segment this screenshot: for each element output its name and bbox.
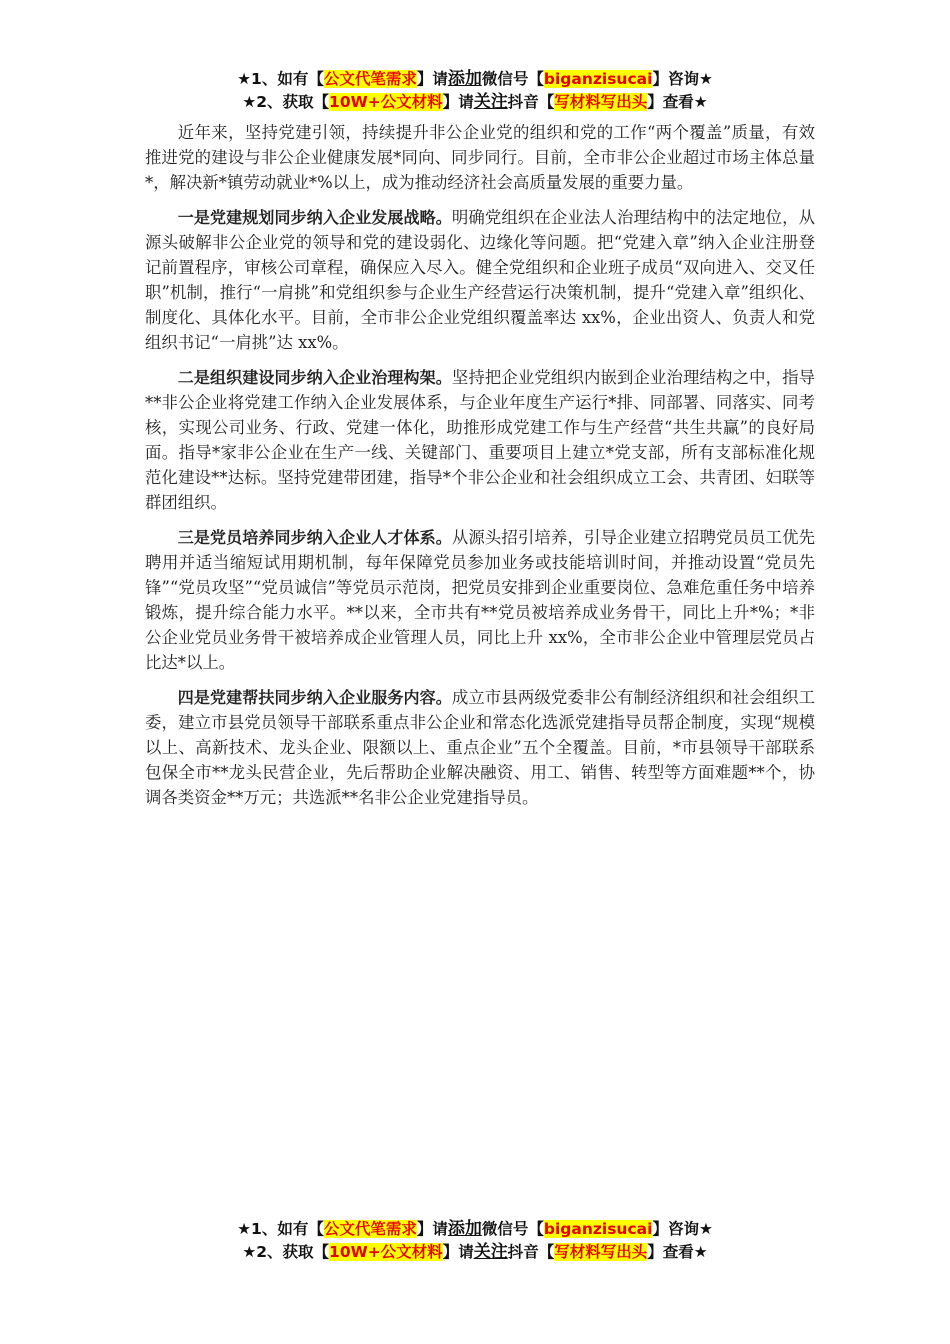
section-text: 成立市县两级党委非公有制经济组织和社会组织工委，建立市县党员领导干部联系重点非公企业和常态化选派党建指导员帮企制度，实现“规模以上、高新技术、龙头企业、限额以上、重点企业”五个全覆盖。目前，*市县领导干部联系包保全市**龙头民营企业，先后帮助企业解决融资、用工、销售、转型等方面难题**个，协调各类资金**万元；共选派**名非公企业党建指导员。 [145,688,815,807]
promo-underlined-text: 关注 [473,1242,508,1262]
section-heading: 一是党建规划同步纳入企业发展战略。 [177,208,452,227]
promo-text: 】请 [416,1220,448,1238]
section-paragraph-1 [145,205,815,355]
promo-underlined-text: 添加 [447,69,482,89]
section-paragraph-4 [145,685,815,810]
promo-highlight: 公文代笔需求 [323,70,417,88]
article-body [145,120,815,820]
promo-text: 微信号【 [481,70,544,88]
promo-text: ★2、获取【 [242,1243,330,1261]
section-text: 明确党组织在企业法人治理结构中的法定地位，从源头破解非公企业党的领导和党的建设弱化、边缘化等问题。把“党建入章”纳入企业注册登记前置程序，审核公司章程，确保应入尽入。健全党组织和企业班子成员“双向进入、交叉任职”机制，推行“一肩挑”和党组织参与企业生产经营运行决策机制，提升“党建入章”组织化、制度化、具体化水平。目前，全市非公企业党组织覆盖率达 xx%，企业出资人、负责人和党组织书记“一肩挑”达 xx%。 [145,208,815,352]
footer-promo-banner [0,1218,950,1264]
section-text: 坚持把企业党组织内嵌到企业治理结构之中，指导**非公企业将党建工作纳入企业发展体系，与企业年度生产运行*排、同部署、同落实、同考核，实现公司业务、行政、党建一体化，助推形成党建工作与生产经营“共生共赢”的良好局面。指导*家非公企业在生产一线、关键部门、重要项目上建立*党支部，所有支部标准化规范化建设**达标。坚持党建带团建，指导*个非公企业和社会组织成立工会、共青团、妇联等群团组织。 [145,368,815,512]
promo-wechat-id: biganzisucai [543,70,653,88]
promo-highlight: 10W+公文材料 [329,93,443,111]
intro-paragraph: 近年来，坚持党建引领，持续提升非公企业党的组织和党的工作“两个覆盖”质量，有效推进党的建设与非公企业健康发展*同向、同步同行。目前，全市非公企业超过市场主体总量*，解决新*镇劳动就业*%以上，成为推动经济社会高质量发展的重要力量。 [145,123,815,192]
promo-underlined-text: 关注 [473,92,508,112]
promo-wechat-id: biganzisucai [543,1220,653,1238]
promo-text: 抖音【 [507,1243,555,1261]
promo-douyin-id: 写材料写出头 [554,1243,648,1261]
promo-text: 】请 [416,70,448,88]
promo-line-1 [0,1218,950,1241]
promo-text: ★2、获取【 [242,93,330,111]
promo-text: 】查看★ [647,93,708,111]
promo-line-2 [0,91,950,114]
promo-text: 】咨询★ [652,1220,713,1238]
promo-underlined-text: 添加 [447,1219,482,1239]
promo-line-1 [0,68,950,91]
section-heading: 三是党员培养同步纳入企业人才体系。 [177,528,452,547]
promo-text: 微信号【 [481,1220,544,1238]
promo-text: 】查看★ [647,1243,708,1261]
promo-text: 抖音【 [507,93,555,111]
promo-text: 】请 [442,1243,474,1261]
promo-highlight: 10W+公文材料 [329,1243,443,1261]
promo-line-2 [0,1241,950,1264]
promo-highlight: 公文代笔需求 [323,1220,417,1238]
section-heading: 二是组织建设同步纳入企业治理构架。 [177,368,452,387]
section-heading: 四是党建帮扶同步纳入企业服务内容。 [177,688,452,707]
promo-text: 】咨询★ [652,70,713,88]
promo-text: ★1、如有【 [237,1220,324,1238]
promo-text: 】请 [442,93,474,111]
header-promo-banner [0,68,950,114]
promo-text: ★1、如有【 [237,70,324,88]
promo-douyin-id: 写材料写出头 [554,93,648,111]
section-paragraph-2 [145,365,815,515]
section-text: 从源头招引培养，引导企业建立招聘党员员工优先聘用并适当缩短试用期机制，每年保障党员参加业务或技能培训时间，并推动设置“党员先锋”“党员攻坚”“党员诚信”等党员示范岗，把党员安排到企业重要岗位、急难危重任务中培养锻炼，提升综合能力水平。**以来，全市共有**党员被培养成业务骨干，同比上升*%；*非公企业党员业务骨干被培养成企业管理人员，同比上升 xx%，全市非公企业中管理层党员占比达*以上。 [145,528,815,672]
section-paragraph-3 [145,525,815,675]
